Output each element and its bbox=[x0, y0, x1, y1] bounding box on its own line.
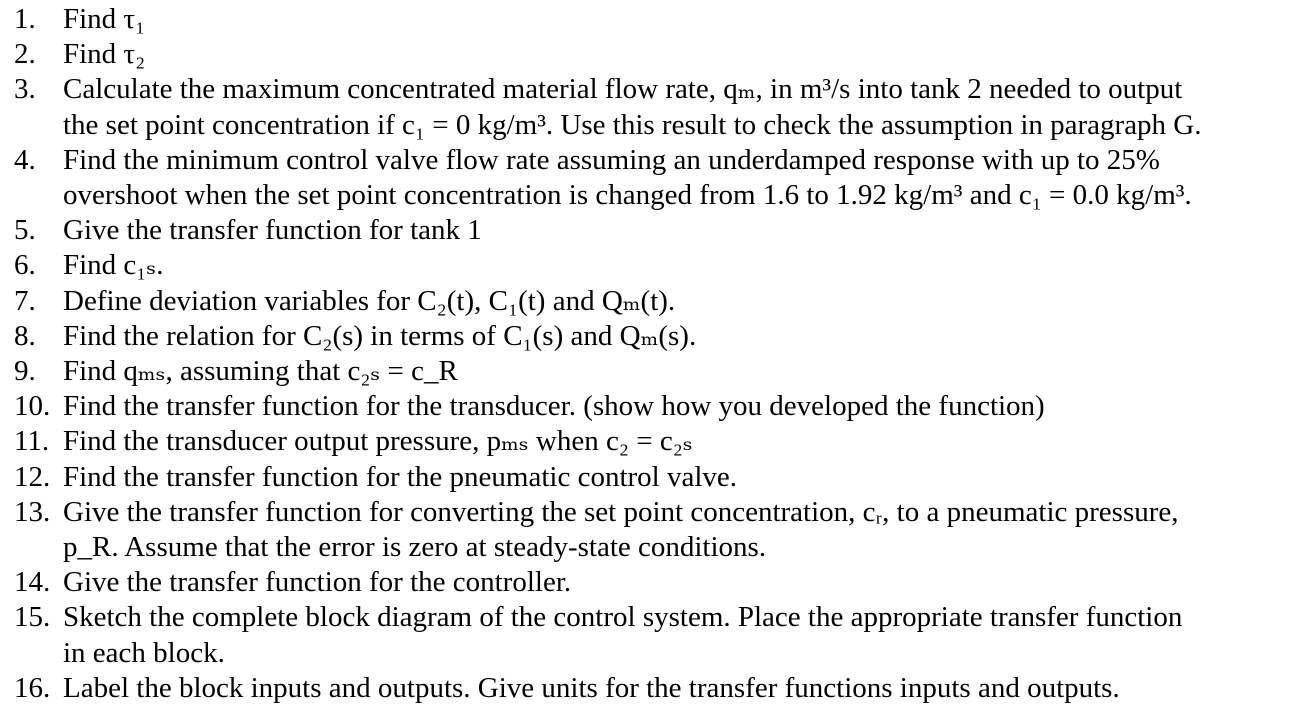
item-number: 4. bbox=[14, 143, 36, 176]
item-number: 5. bbox=[14, 214, 36, 247]
list-item bbox=[0, 460, 1300, 495]
item-text-line: Label the block inputs and outputs. Give units for the transfer functions inputs and outputs. bbox=[63, 671, 1120, 704]
item-text-line: overshoot when the set point concentration is changed from 1.6 to 1.92 kg/m³ and c₁ = 0.0 kg/m³. bbox=[63, 178, 1192, 211]
item-number: 10. bbox=[14, 390, 51, 423]
item-text-line: Give the transfer function for converting the set point concentration, cᵣ, to a pneumatic pressure, bbox=[63, 495, 1179, 528]
item-number: 15. bbox=[14, 601, 51, 634]
item-number: 2. bbox=[14, 38, 36, 71]
list-item bbox=[0, 2, 1300, 37]
list-item bbox=[0, 143, 1300, 213]
item-text-line: the set point concentration if c₁ = 0 kg/m³. Use this result to check the assumption in paragraph G. bbox=[63, 108, 1202, 141]
item-text-line: Define deviation variables for C₂(t), C₁(t) and Qₘ(t). bbox=[63, 284, 676, 317]
item-text-line: Find τ₂ bbox=[63, 38, 146, 71]
item-text-line: Find c₁ₛ. bbox=[63, 249, 164, 282]
list-item bbox=[0, 354, 1300, 389]
item-number: 3. bbox=[14, 73, 36, 106]
item-number: 6. bbox=[14, 249, 36, 282]
item-number: 16. bbox=[14, 671, 51, 704]
list-item bbox=[0, 600, 1300, 670]
item-number: 1. bbox=[14, 3, 36, 35]
item-text-line: in each block. bbox=[63, 636, 225, 669]
item-number: 8. bbox=[14, 319, 36, 352]
item-number: 7. bbox=[14, 284, 36, 317]
item-text-line: Find the transducer output pressure, pₘₛ when c₂ = c₂ₛ bbox=[63, 425, 693, 458]
item-text-line: p_R. Assume that the error is zero at steady-state conditions. bbox=[63, 530, 767, 563]
item-number: 9. bbox=[14, 355, 36, 387]
item-number: 14. bbox=[14, 566, 51, 599]
item-number: 11. bbox=[14, 425, 50, 458]
item-text-line: Give the transfer function for tank 1 bbox=[63, 214, 482, 247]
item-text-line: Find the transfer function for the transducer. (show how you developed the function) bbox=[63, 390, 1045, 423]
list-item bbox=[0, 565, 1300, 600]
list-item bbox=[0, 248, 1300, 283]
item-text-line: Calculate the maximum concentrated material flow rate, qₘ, in m³/s into tank 2 needed to output bbox=[63, 73, 1183, 106]
item-text-line: Give the transfer function for the controller. bbox=[63, 566, 572, 599]
list-item bbox=[0, 37, 1300, 72]
item-text-line: Sketch the complete block diagram of the control system. Place the appropriate transfer function bbox=[63, 601, 1183, 634]
list-item bbox=[0, 319, 1300, 354]
list-item bbox=[0, 72, 1300, 142]
item-text-line: Find the transfer function for the pneumatic control valve. bbox=[63, 460, 738, 493]
list-item bbox=[0, 213, 1300, 248]
item-text-line: Find qₘₛ, assuming that c₂ₛ = c_R bbox=[63, 355, 458, 387]
list-item bbox=[0, 424, 1300, 459]
item-number: 13. bbox=[14, 495, 51, 528]
item-number: 12. bbox=[14, 460, 51, 493]
list-item bbox=[0, 389, 1300, 424]
list-item bbox=[0, 671, 1300, 706]
list-item bbox=[0, 284, 1300, 319]
list-item bbox=[0, 495, 1300, 565]
item-text-line: Find τ₁ bbox=[63, 3, 146, 35]
item-text-line: Find the minimum control valve flow rate assuming an underdamped response with up to 25% bbox=[63, 143, 1160, 176]
item-text-line: Find the relation for C₂(s) in terms of C₁(s) and Qₘ(s). bbox=[63, 319, 697, 352]
